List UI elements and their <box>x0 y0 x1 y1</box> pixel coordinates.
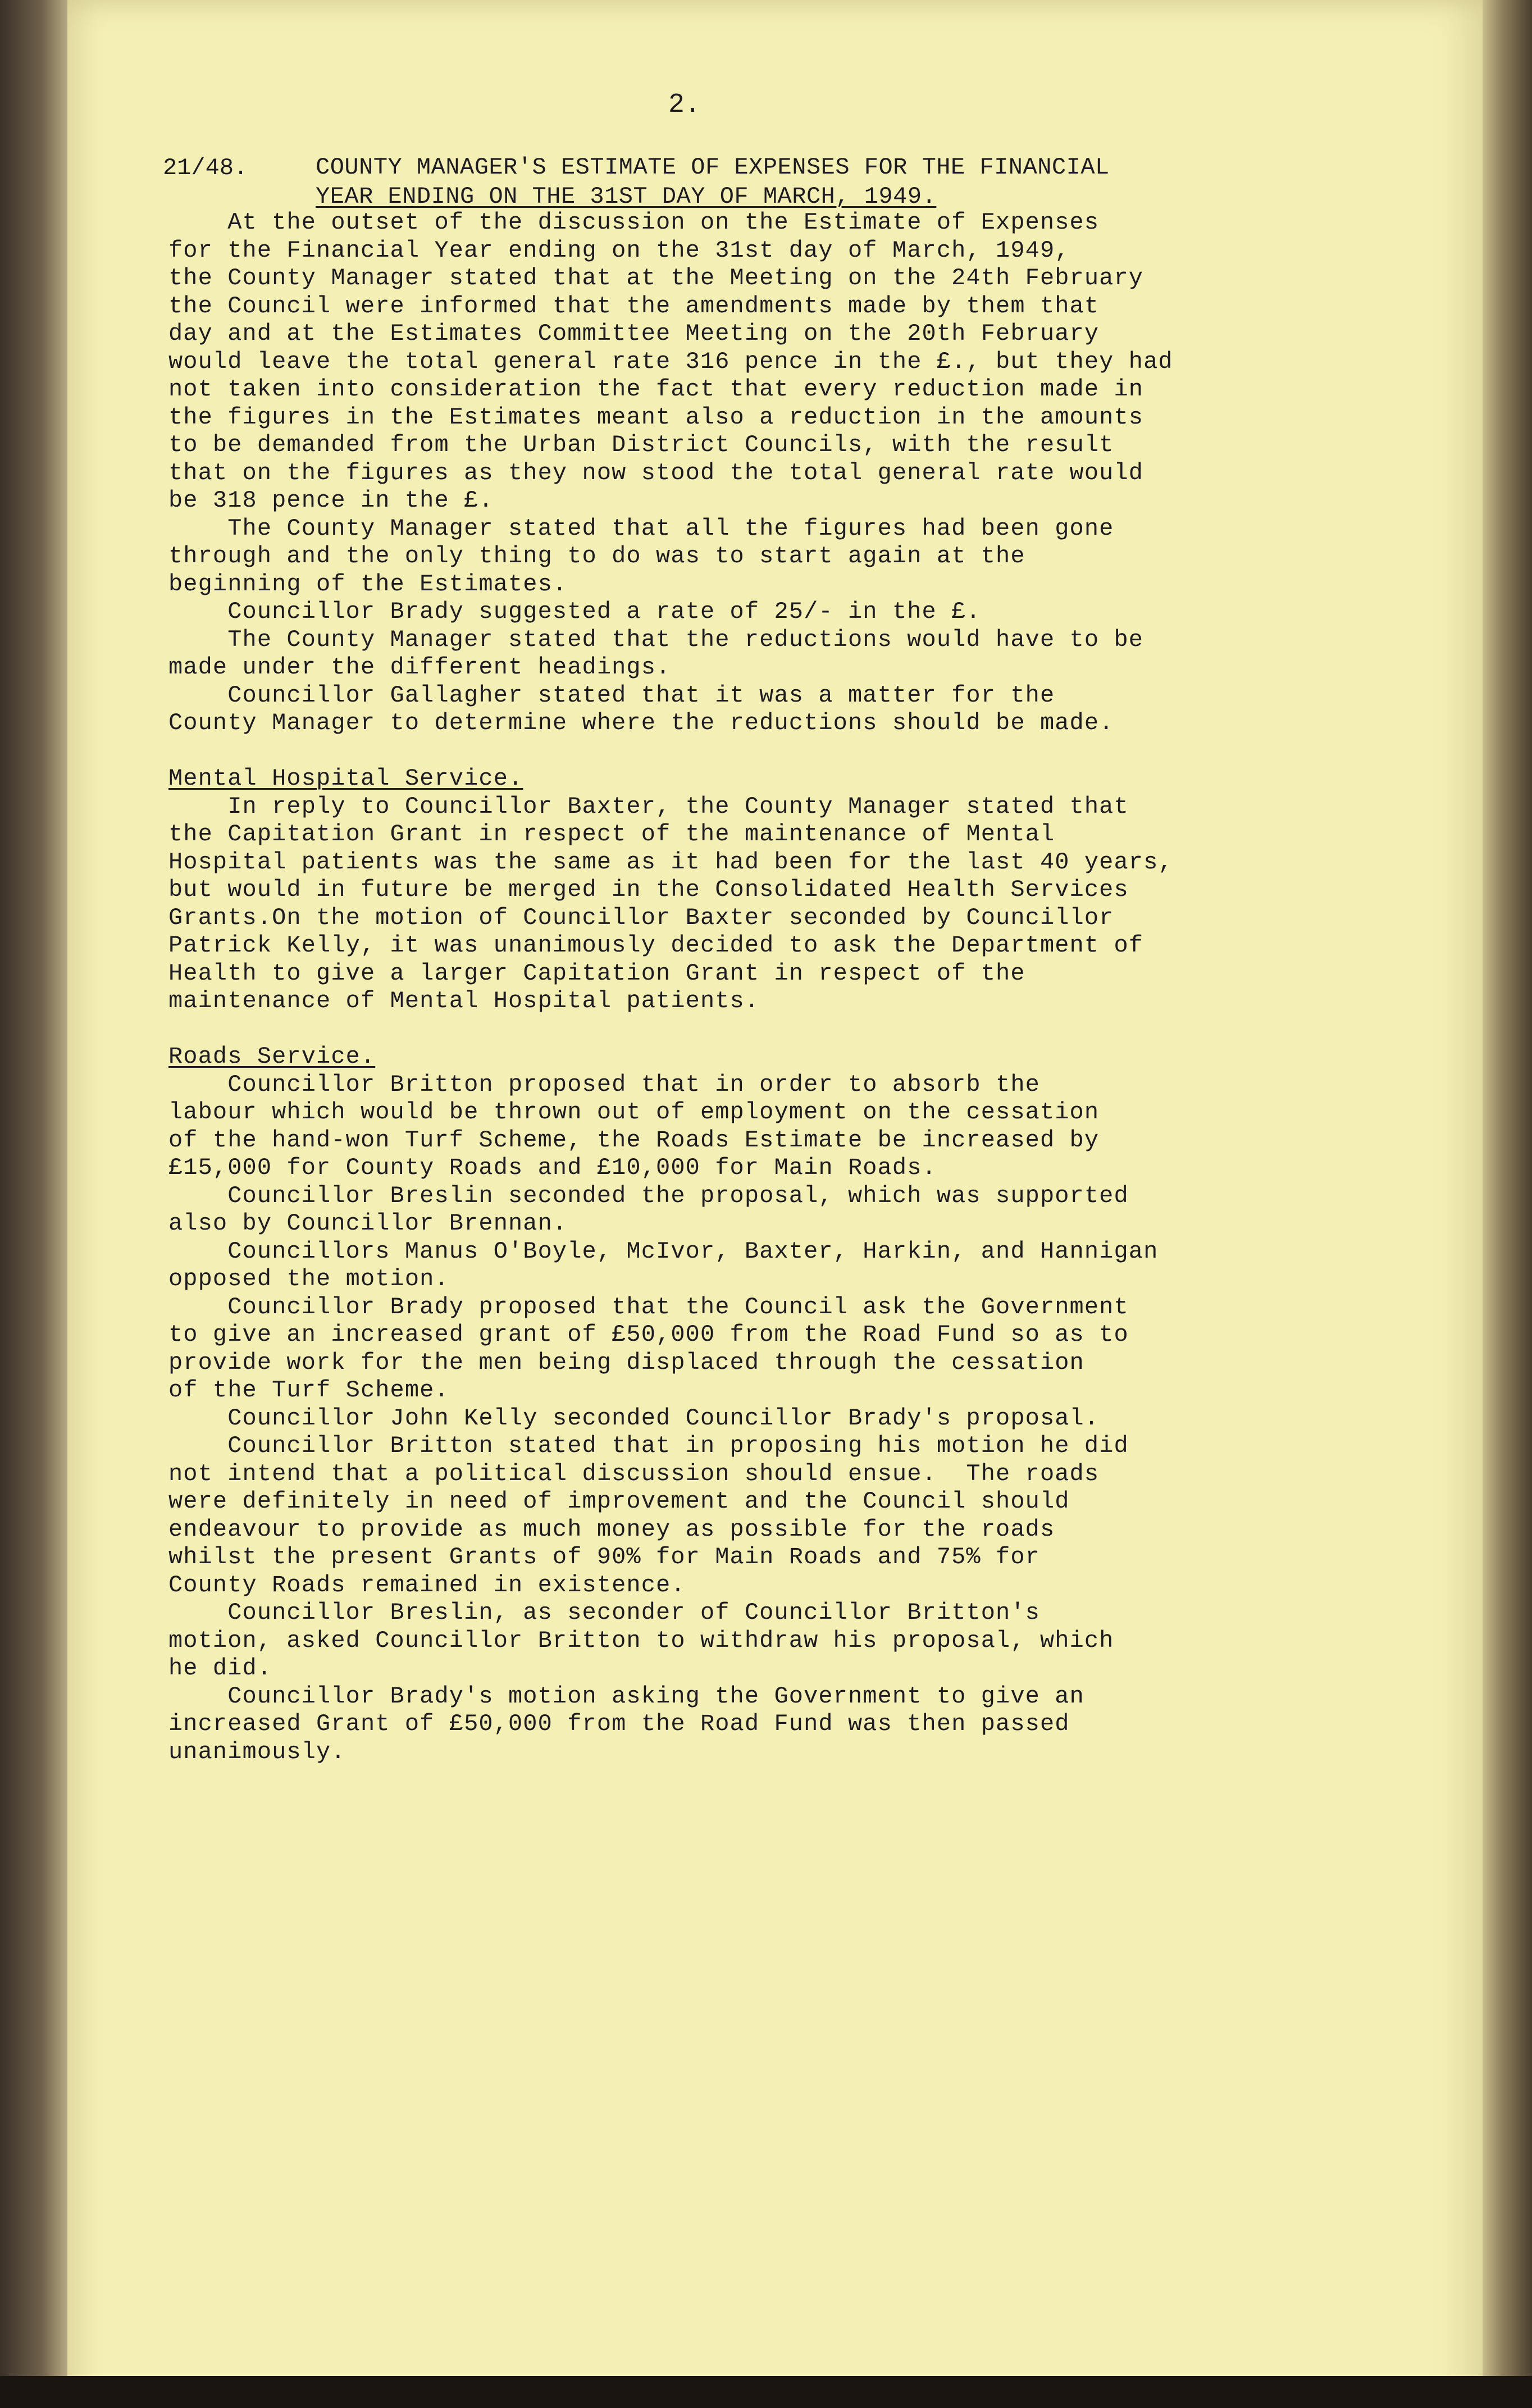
roads-line: of the hand-won Turf Scheme, the Roads Estimate be increased by <box>168 1126 1100 1154</box>
estimates-line: County Manager to determine where the reductions should be made. <box>168 709 1114 736</box>
page-bottom-edge <box>0 2376 1532 2408</box>
mental-hospital-line: but would in future be merged in the Consolidated Health Services <box>168 876 1129 903</box>
estimates-line: be 318 pence in the £. <box>168 487 494 514</box>
minute-body <box>168 209 1173 1766</box>
minute-heading-line-1: COUNTY MANAGER'S ESTIMATE OF EXPENSES FOR THE FINANCIAL <box>316 154 1110 181</box>
roads-line: Councillor Breslin seconded the proposal, which was supported <box>168 1182 1129 1209</box>
roads-line: whilst the present Grants of 90% for Main Roads and 75% for <box>168 1544 1040 1571</box>
roads-line: County Roads remained in existence. <box>168 1571 686 1599</box>
roads-line: of the Turf Scheme. <box>168 1377 449 1404</box>
roads-line: Councillor Brady proposed that the Council ask the Government <box>168 1293 1129 1321</box>
roads-line: to give an increased grant of £50,000 from the Road Fund so as to <box>168 1321 1129 1348</box>
mental-hospital-line: Health to give a larger Capitation Grant in respect of the <box>168 959 1025 987</box>
estimates-line: would leave the total general rate 316 pence in the £., but they had <box>168 348 1173 375</box>
estimates-line: the figures in the Estimates meant also a reduction in the amounts <box>168 403 1144 431</box>
roads-line: unanimously. <box>168 1738 346 1765</box>
estimates-line: the County Manager stated that at the Meeting on the 24th February <box>168 265 1144 292</box>
roads-line: he did. <box>168 1655 272 1682</box>
roads-text <box>168 1071 1173 1767</box>
roads-line: Councillor Brady's motion asking the Government to give an <box>168 1682 1084 1710</box>
minute-heading <box>316 153 1110 211</box>
roads-line: not intend that a political discussion should ensue. The roads <box>168 1460 1100 1487</box>
mental-hospital-line: Grants.On the motion of Councillor Baxter seconded by Councillor <box>168 904 1114 931</box>
estimates-line: not taken into consideration the fact that every reduction made in <box>168 376 1144 403</box>
estimates-line: Councillor Brady suggested a rate of 25/- in the £. <box>168 598 981 625</box>
estimates-line: through and the only thing to do was to start again at the <box>168 543 1025 570</box>
mental-hospital-heading: Mental Hospital Service. <box>168 765 523 792</box>
roads-line: opposed the motion. <box>168 1266 449 1292</box>
book-binding-right <box>1483 0 1532 2408</box>
estimates-line: Councillor Gallagher stated that it was a matter for the <box>168 681 1055 709</box>
estimates-line: that on the figures as they now stood the total general rate would <box>168 459 1144 486</box>
roads-line: also by Councillor Brennan. <box>168 1210 568 1237</box>
estimates-line: The County Manager stated that the reductions would have to be <box>168 626 1144 653</box>
page-number: 2. <box>668 90 701 120</box>
book-binding-left <box>0 0 67 2408</box>
roads-line: labour which would be thrown out of employment on the cessation <box>168 1099 1100 1126</box>
estimates-line: The County Manager stated that all the figures had been gone <box>168 515 1114 542</box>
roads-line: increased Grant of £50,000 from the Road Fund was then passed <box>168 1710 1070 1737</box>
roads-line: Councillor John Kelly seconded Councillor Brady's proposal. <box>168 1404 1100 1432</box>
estimates-discussion <box>168 209 1173 738</box>
roads-line: Councillor Britton proposed that in order to absorb the <box>168 1071 1040 1098</box>
estimates-line: for the Financial Year ending on the 31st day of March, 1949, <box>168 236 1070 264</box>
mental-hospital-line: Patrick Kelly, it was unanimously decided to ask the Department of <box>168 932 1144 959</box>
roads-line: £15,000 for County Roads and £10,000 for Main Roads. <box>168 1154 937 1181</box>
mental-hospital-line: In reply to Councillor Baxter, the County Manager stated that <box>168 793 1129 820</box>
estimates-line: beginning of the Estimates. <box>168 570 568 598</box>
roads-line: Councillor Britton stated that in proposing his motion he did <box>168 1432 1129 1459</box>
estimates-line: the Council were informed that the amendments made by them that <box>168 292 1100 320</box>
mental-hospital-text <box>168 793 1173 1016</box>
mental-hospital-line: the Capitation Grant in respect of the maintenance of Mental <box>168 821 1055 848</box>
roads-line: provide work for the men being displaced through the cessation <box>168 1349 1084 1376</box>
roads-line: were definitely in need of improvement and the Council should <box>168 1488 1070 1515</box>
estimates-line: made under the different headings. <box>168 654 671 681</box>
roads-line: motion, asked Councillor Britton to withdraw his proposal, which <box>168 1627 1114 1654</box>
mental-hospital-line: maintenance of Mental Hospital patients. <box>168 987 760 1014</box>
estimates-line: day and at the Estimates Committee Meeting on the 20th February <box>168 320 1100 347</box>
minute-heading-line-2: YEAR ENDING ON THE 31ST DAY OF MARCH, 1949. <box>316 183 937 210</box>
roads-heading: Roads Service. <box>168 1043 376 1070</box>
roads-line: endeavour to provide as much money as possible for the roads <box>168 1515 1055 1543</box>
estimates-line: to be demanded from the Urban District Councils, with the result <box>168 431 1114 458</box>
minute-number: 21/48. <box>163 154 248 181</box>
roads-line: Councillor Breslin, as seconder of Councillor Britton's <box>168 1599 1040 1626</box>
mental-hospital-line: Hospital patients was the same as it had been for the last 40 years, <box>168 848 1173 876</box>
roads-line: Councillors Manus O'Boyle, McIvor, Baxter, Harkin, and Hannigan <box>168 1237 1159 1265</box>
estimates-line: At the outset of the discussion on the Estimate of Expenses <box>168 209 1100 236</box>
